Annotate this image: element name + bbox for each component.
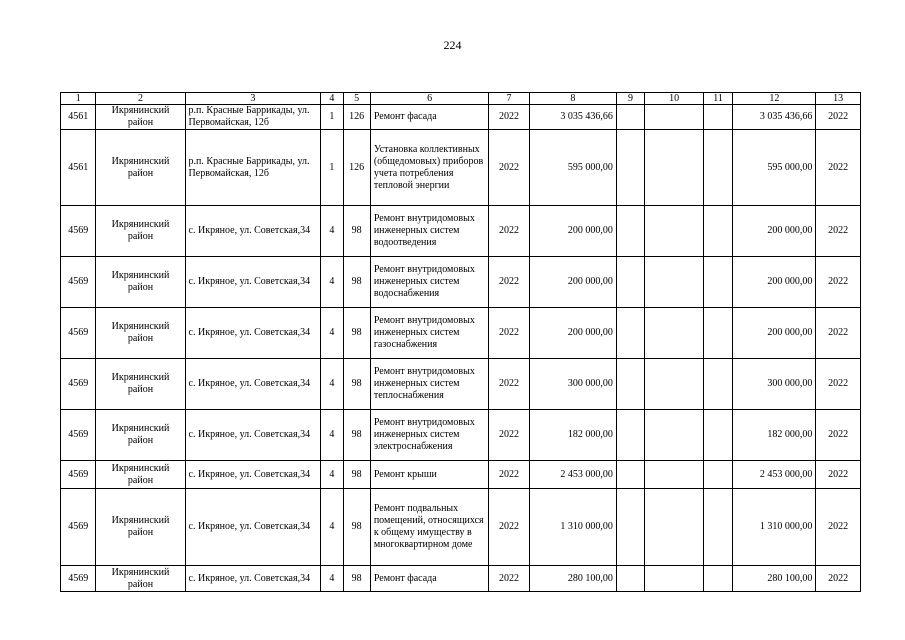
- address-cell: с. Икряное, ул. Советская,34: [185, 308, 321, 359]
- column-number: 6: [370, 93, 488, 105]
- floors-cell: 4: [321, 257, 343, 308]
- district-cell: Икрянинский район: [96, 206, 185, 257]
- year-cell: 2022: [489, 308, 530, 359]
- table-row: [61, 461, 861, 489]
- column-number: 3: [185, 93, 321, 105]
- completion-year-cell: 2022: [816, 308, 861, 359]
- completion-year-cell: 2022: [816, 206, 861, 257]
- cost-total-cell: 300 000,00: [529, 359, 616, 410]
- floors-cell: 4: [321, 359, 343, 410]
- cost-col11-cell: [703, 359, 732, 410]
- completion-year-cell: 2022: [816, 359, 861, 410]
- cost-col9-cell: [616, 105, 644, 130]
- column-number: 10: [645, 93, 704, 105]
- cost-fund-cell: 280 100,00: [733, 566, 816, 592]
- work-type-cell: Ремонт внутридомовых инженерных систем электроснабжения: [370, 410, 488, 461]
- completion-year-cell: 2022: [816, 257, 861, 308]
- work-type-cell: Ремонт крыши: [370, 461, 488, 489]
- year-cell: 2022: [489, 130, 530, 206]
- cost-col10-cell: [645, 461, 704, 489]
- year-cell: 2022: [489, 257, 530, 308]
- address-cell: с. Икряное, ул. Советская,34: [185, 461, 321, 489]
- cost-col9-cell: [616, 359, 644, 410]
- cost-fund-cell: 300 000,00: [733, 359, 816, 410]
- cost-fund-cell: 182 000,00: [733, 410, 816, 461]
- floors-cell: 4: [321, 566, 343, 592]
- column-number: 12: [733, 93, 816, 105]
- table-row: [61, 566, 861, 592]
- row-number-cell: 4561: [61, 105, 96, 130]
- work-type-cell: Ремонт подвальных помещений, относящихся к общему имуществу в многоквартирном доме: [370, 489, 488, 566]
- floors-cell: 4: [321, 410, 343, 461]
- capital-repair-table: [60, 92, 861, 592]
- row-number-cell: 4561: [61, 130, 96, 206]
- cost-total-cell: 2 453 000,00: [529, 461, 616, 489]
- cost-total-cell: 182 000,00: [529, 410, 616, 461]
- floors-cell: 1: [321, 105, 343, 130]
- cost-fund-cell: 595 000,00: [733, 130, 816, 206]
- apartments-cell: 98: [343, 308, 370, 359]
- apartments-cell: 98: [343, 359, 370, 410]
- address-cell: р.п. Красные Баррикады, ул. Первомайская, 12б: [185, 130, 321, 206]
- cost-col11-cell: [703, 566, 732, 592]
- completion-year-cell: 2022: [816, 489, 861, 566]
- cost-total-cell: 1 310 000,00: [529, 489, 616, 566]
- year-cell: 2022: [489, 489, 530, 566]
- column-number: 7: [489, 93, 530, 105]
- column-number: 8: [529, 93, 616, 105]
- cost-col11-cell: [703, 461, 732, 489]
- cost-total-cell: 280 100,00: [529, 566, 616, 592]
- address-cell: с. Икряное, ул. Советская,34: [185, 566, 321, 592]
- cost-fund-cell: 200 000,00: [733, 308, 816, 359]
- page-number: 224: [443, 38, 462, 52]
- district-cell: Икрянинский район: [96, 359, 185, 410]
- cost-col11-cell: [703, 410, 732, 461]
- column-number: 2: [96, 93, 185, 105]
- completion-year-cell: 2022: [816, 410, 861, 461]
- district-cell: Икрянинский район: [96, 130, 185, 206]
- address-cell: с. Икряное, ул. Советская,34: [185, 206, 321, 257]
- district-cell: Икрянинский район: [96, 105, 185, 130]
- cost-col10-cell: [645, 105, 704, 130]
- table-row: [61, 308, 861, 359]
- column-number: 13: [816, 93, 861, 105]
- apartments-cell: 126: [343, 130, 370, 206]
- row-number-cell: 4569: [61, 489, 96, 566]
- table-row: [61, 206, 861, 257]
- cost-col9-cell: [616, 461, 644, 489]
- column-number: 11: [703, 93, 732, 105]
- cost-col10-cell: [645, 130, 704, 206]
- cost-col9-cell: [616, 257, 644, 308]
- work-type-cell: Ремонт внутридомовых инженерных систем водоотведения: [370, 206, 488, 257]
- row-number-cell: 4569: [61, 410, 96, 461]
- year-cell: 2022: [489, 461, 530, 489]
- district-cell: Икрянинский район: [96, 489, 185, 566]
- cost-col10-cell: [645, 410, 704, 461]
- cost-col11-cell: [703, 130, 732, 206]
- table-row: [61, 489, 861, 566]
- cost-total-cell: 200 000,00: [529, 308, 616, 359]
- address-cell: с. Икряное, ул. Советская,34: [185, 359, 321, 410]
- apartments-cell: 98: [343, 489, 370, 566]
- cost-col11-cell: [703, 206, 732, 257]
- cost-col9-cell: [616, 206, 644, 257]
- cost-col9-cell: [616, 489, 644, 566]
- column-number: 4: [321, 93, 343, 105]
- floors-cell: 4: [321, 206, 343, 257]
- cost-col9-cell: [616, 308, 644, 359]
- completion-year-cell: 2022: [816, 130, 861, 206]
- table-row: [61, 359, 861, 410]
- column-number: 1: [61, 93, 96, 105]
- work-type-cell: Ремонт внутридомовых инженерных систем газоснабжения: [370, 308, 488, 359]
- work-type-cell: Ремонт внутридомовых инженерных систем теплоснабжения: [370, 359, 488, 410]
- district-cell: Икрянинский район: [96, 410, 185, 461]
- cost-col10-cell: [645, 489, 704, 566]
- floors-cell: 4: [321, 461, 343, 489]
- completion-year-cell: 2022: [816, 566, 861, 592]
- apartments-cell: 98: [343, 566, 370, 592]
- table-row: [61, 410, 861, 461]
- cost-col9-cell: [616, 410, 644, 461]
- district-cell: Икрянинский район: [96, 257, 185, 308]
- address-cell: с. Икряное, ул. Советская,34: [185, 410, 321, 461]
- cost-col11-cell: [703, 308, 732, 359]
- year-cell: 2022: [489, 359, 530, 410]
- row-number-cell: 4569: [61, 566, 96, 592]
- cost-total-cell: 200 000,00: [529, 257, 616, 308]
- work-type-cell: Ремонт фасада: [370, 105, 488, 130]
- table-row: [61, 257, 861, 308]
- cost-col11-cell: [703, 489, 732, 566]
- apartments-cell: 98: [343, 257, 370, 308]
- column-number: 9: [616, 93, 644, 105]
- row-number-cell: 4569: [61, 461, 96, 489]
- table-row: [61, 130, 861, 206]
- header-row: [61, 93, 861, 105]
- cost-col9-cell: [616, 566, 644, 592]
- floors-cell: 4: [321, 308, 343, 359]
- year-cell: 2022: [489, 566, 530, 592]
- completion-year-cell: 2022: [816, 105, 861, 130]
- row-number-cell: 4569: [61, 206, 96, 257]
- cost-fund-cell: 200 000,00: [733, 206, 816, 257]
- cost-total-cell: 200 000,00: [529, 206, 616, 257]
- apartments-cell: 126: [343, 105, 370, 130]
- column-number: 5: [343, 93, 370, 105]
- apartments-cell: 98: [343, 461, 370, 489]
- cost-fund-cell: 2 453 000,00: [733, 461, 816, 489]
- completion-year-cell: 2022: [816, 461, 861, 489]
- row-number-cell: 4569: [61, 359, 96, 410]
- cost-col10-cell: [645, 359, 704, 410]
- cost-col9-cell: [616, 130, 644, 206]
- year-cell: 2022: [489, 105, 530, 130]
- row-number-cell: 4569: [61, 308, 96, 359]
- address-cell: с. Икряное, ул. Советская,34: [185, 489, 321, 566]
- cost-col10-cell: [645, 257, 704, 308]
- work-type-cell: Установка коллективных (общедомовых) приборов учета потребления тепловой энергии: [370, 130, 488, 206]
- work-type-cell: Ремонт фасада: [370, 566, 488, 592]
- cost-fund-cell: 3 035 436,66: [733, 105, 816, 130]
- cost-total-cell: 595 000,00: [529, 130, 616, 206]
- year-cell: 2022: [489, 206, 530, 257]
- table-row: [61, 105, 861, 130]
- cost-col11-cell: [703, 105, 732, 130]
- apartments-cell: 98: [343, 206, 370, 257]
- address-cell: р.п. Красные Баррикады, ул. Первомайская, 12б: [185, 105, 321, 130]
- cost-col10-cell: [645, 566, 704, 592]
- row-number-cell: 4569: [61, 257, 96, 308]
- address-cell: с. Икряное, ул. Советская,34: [185, 257, 321, 308]
- year-cell: 2022: [489, 410, 530, 461]
- district-cell: Икрянинский район: [96, 308, 185, 359]
- apartments-cell: 98: [343, 410, 370, 461]
- cost-col10-cell: [645, 206, 704, 257]
- cost-col10-cell: [645, 308, 704, 359]
- cost-fund-cell: 200 000,00: [733, 257, 816, 308]
- cost-total-cell: 3 035 436,66: [529, 105, 616, 130]
- floors-cell: 1: [321, 130, 343, 206]
- district-cell: Икрянинский район: [96, 461, 185, 489]
- cost-fund-cell: 1 310 000,00: [733, 489, 816, 566]
- district-cell: Икрянинский район: [96, 566, 185, 592]
- floors-cell: 4: [321, 489, 343, 566]
- cost-col11-cell: [703, 257, 732, 308]
- work-type-cell: Ремонт внутридомовых инженерных систем водоснабжения: [370, 257, 488, 308]
